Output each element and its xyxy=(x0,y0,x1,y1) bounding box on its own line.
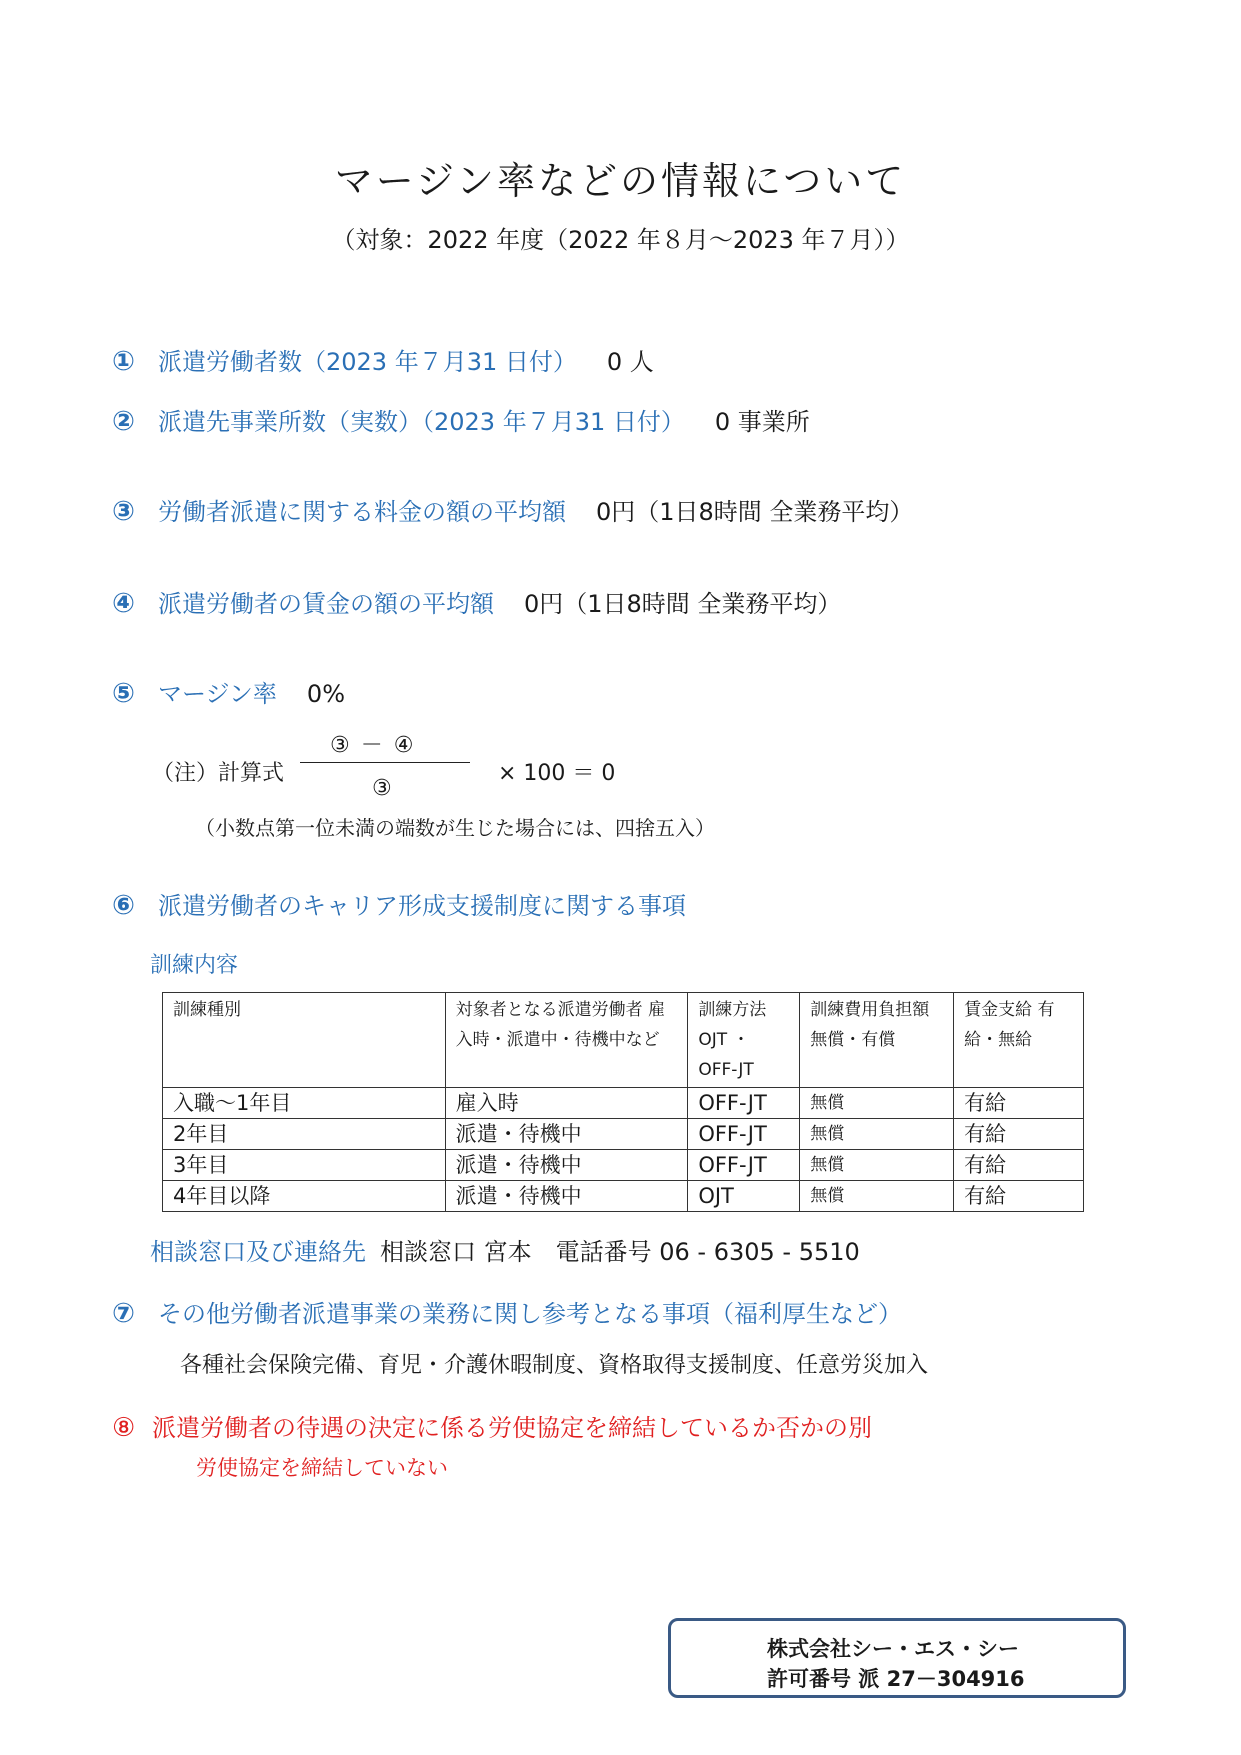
item-number: ⑧ xyxy=(112,1413,136,1443)
item-label: 労働者派遣に関する料金の額の平均額 xyxy=(158,498,566,526)
item-label: マージン率 xyxy=(158,680,277,708)
table-cell: 無償 xyxy=(800,1088,954,1119)
item-7 xyxy=(112,1294,902,1329)
item-5 xyxy=(112,674,345,709)
table-cell: 入職～1年目 xyxy=(163,1088,446,1119)
license-number: 許可番号 派 27－304916 xyxy=(767,1667,1025,1691)
item-3 xyxy=(112,492,913,527)
formula-fraction-line xyxy=(300,762,470,763)
table-header-cell: 訓練費用負担額 無償・有償 xyxy=(800,993,954,1088)
item-8 xyxy=(112,1408,872,1443)
item-value: 0円（1日8時間 全業務平均） xyxy=(524,590,842,618)
table-cell: 無償 xyxy=(800,1150,954,1181)
table-cell: 派遣・待機中 xyxy=(445,1150,688,1181)
training-table xyxy=(162,992,1084,1212)
item-6 xyxy=(112,886,686,921)
table-cell: 2年目 xyxy=(163,1119,446,1150)
welfare-details: 各種社会保険完備、育児・介護休暇制度、資格取得支援制度、任意労災加入 xyxy=(180,1353,929,1378)
table-header-cell: 対象者となる派遣労働者 雇入時・派遣中・待機中など xyxy=(445,993,688,1088)
item-label: その他労働者派遣事業の業務に関し参考となる事項（福利厚生など） xyxy=(158,1300,902,1328)
training-heading: 訓練内容 xyxy=(150,953,239,978)
formula-denominator: ③ xyxy=(372,776,392,801)
contact-label: 相談窓口及び連絡先 xyxy=(150,1238,366,1266)
item-label: 派遣労働者のキャリア形成支援制度に関する事項 xyxy=(158,892,686,920)
table-cell: 派遣・待機中 xyxy=(445,1119,688,1150)
table-header-row xyxy=(163,993,1084,1088)
item-2 xyxy=(112,402,810,437)
page-title: マージン率などの情報について xyxy=(334,159,907,203)
formula-numerator: ③ － ④ xyxy=(330,733,416,758)
table-header-cell: 訓練方法 OJT ・ OFF-JT xyxy=(688,993,800,1088)
item-number: ④ xyxy=(112,588,135,619)
item-4 xyxy=(112,584,841,619)
table-header-cell: 訓練種別 xyxy=(163,993,446,1088)
table-cell: OJT xyxy=(688,1181,800,1212)
item-value: 0円（1日8時間 全業務平均） xyxy=(596,498,914,526)
table-cell: OFF-JT xyxy=(688,1119,800,1150)
table-cell: 有給 xyxy=(954,1150,1084,1181)
item-1 xyxy=(112,342,654,377)
company-name: 株式会社シー・エス・シー xyxy=(767,1637,1019,1661)
item-label: 派遣労働者の賃金の額の平均額 xyxy=(158,590,494,618)
table-cell: 有給 xyxy=(954,1119,1084,1150)
table-row xyxy=(163,1150,1084,1181)
table-row xyxy=(163,1181,1084,1212)
item-value: 0 人 xyxy=(606,348,654,376)
table-cell: 3年目 xyxy=(163,1150,446,1181)
item-label: 派遣労働者の待遇の決定に係る労使協定を締結しているか否かの別 xyxy=(152,1414,872,1442)
formula-label: （注）計算式 xyxy=(152,761,285,786)
table-row xyxy=(163,1119,1084,1150)
item-value: 0% xyxy=(306,680,345,708)
item-number: ③ xyxy=(112,496,135,527)
table-cell: 派遣・待機中 xyxy=(445,1181,688,1212)
contact-line xyxy=(150,1232,860,1267)
company-info-box xyxy=(668,1618,1126,1698)
labor-agreement-status: 労使協定を締結していない xyxy=(196,1456,448,1480)
formula-result: × 100 ＝ 0 xyxy=(498,761,616,786)
table-cell: OFF-JT xyxy=(688,1150,800,1181)
table-cell: 雇入時 xyxy=(445,1088,688,1119)
table-cell: 4年目以降 xyxy=(163,1181,446,1212)
page-subtitle: （対象：2022 年度（2022 年８月～2023 年７月）） xyxy=(331,226,910,254)
item-number: ① xyxy=(112,346,135,377)
table-cell: 有給 xyxy=(954,1181,1084,1212)
item-value: 0 事業所 xyxy=(714,408,810,436)
item-label: 派遣労働者数（2023 年７月31 日付） xyxy=(158,348,577,376)
item-number: ⑥ xyxy=(112,890,135,921)
item-number: ⑤ xyxy=(112,678,135,709)
rounding-note: （小数点第一位未満の端数が生じた場合には、四捨五入） xyxy=(195,816,715,840)
table-cell: 無償 xyxy=(800,1119,954,1150)
table-cell: 無償 xyxy=(800,1181,954,1212)
item-label: 派遣先事業所数（実数）（2023 年７月31 日付） xyxy=(158,408,685,436)
table-cell: 有給 xyxy=(954,1088,1084,1119)
table-header-cell: 賃金支給 有給・無給 xyxy=(954,993,1084,1088)
table-row xyxy=(163,1088,1084,1119)
table-cell: OFF-JT xyxy=(688,1088,800,1119)
item-number: ② xyxy=(112,406,135,437)
item-number: ⑦ xyxy=(112,1298,135,1329)
contact-value: 相談窓口 宮本 電話番号 06 - 6305 - 5510 xyxy=(380,1238,860,1266)
